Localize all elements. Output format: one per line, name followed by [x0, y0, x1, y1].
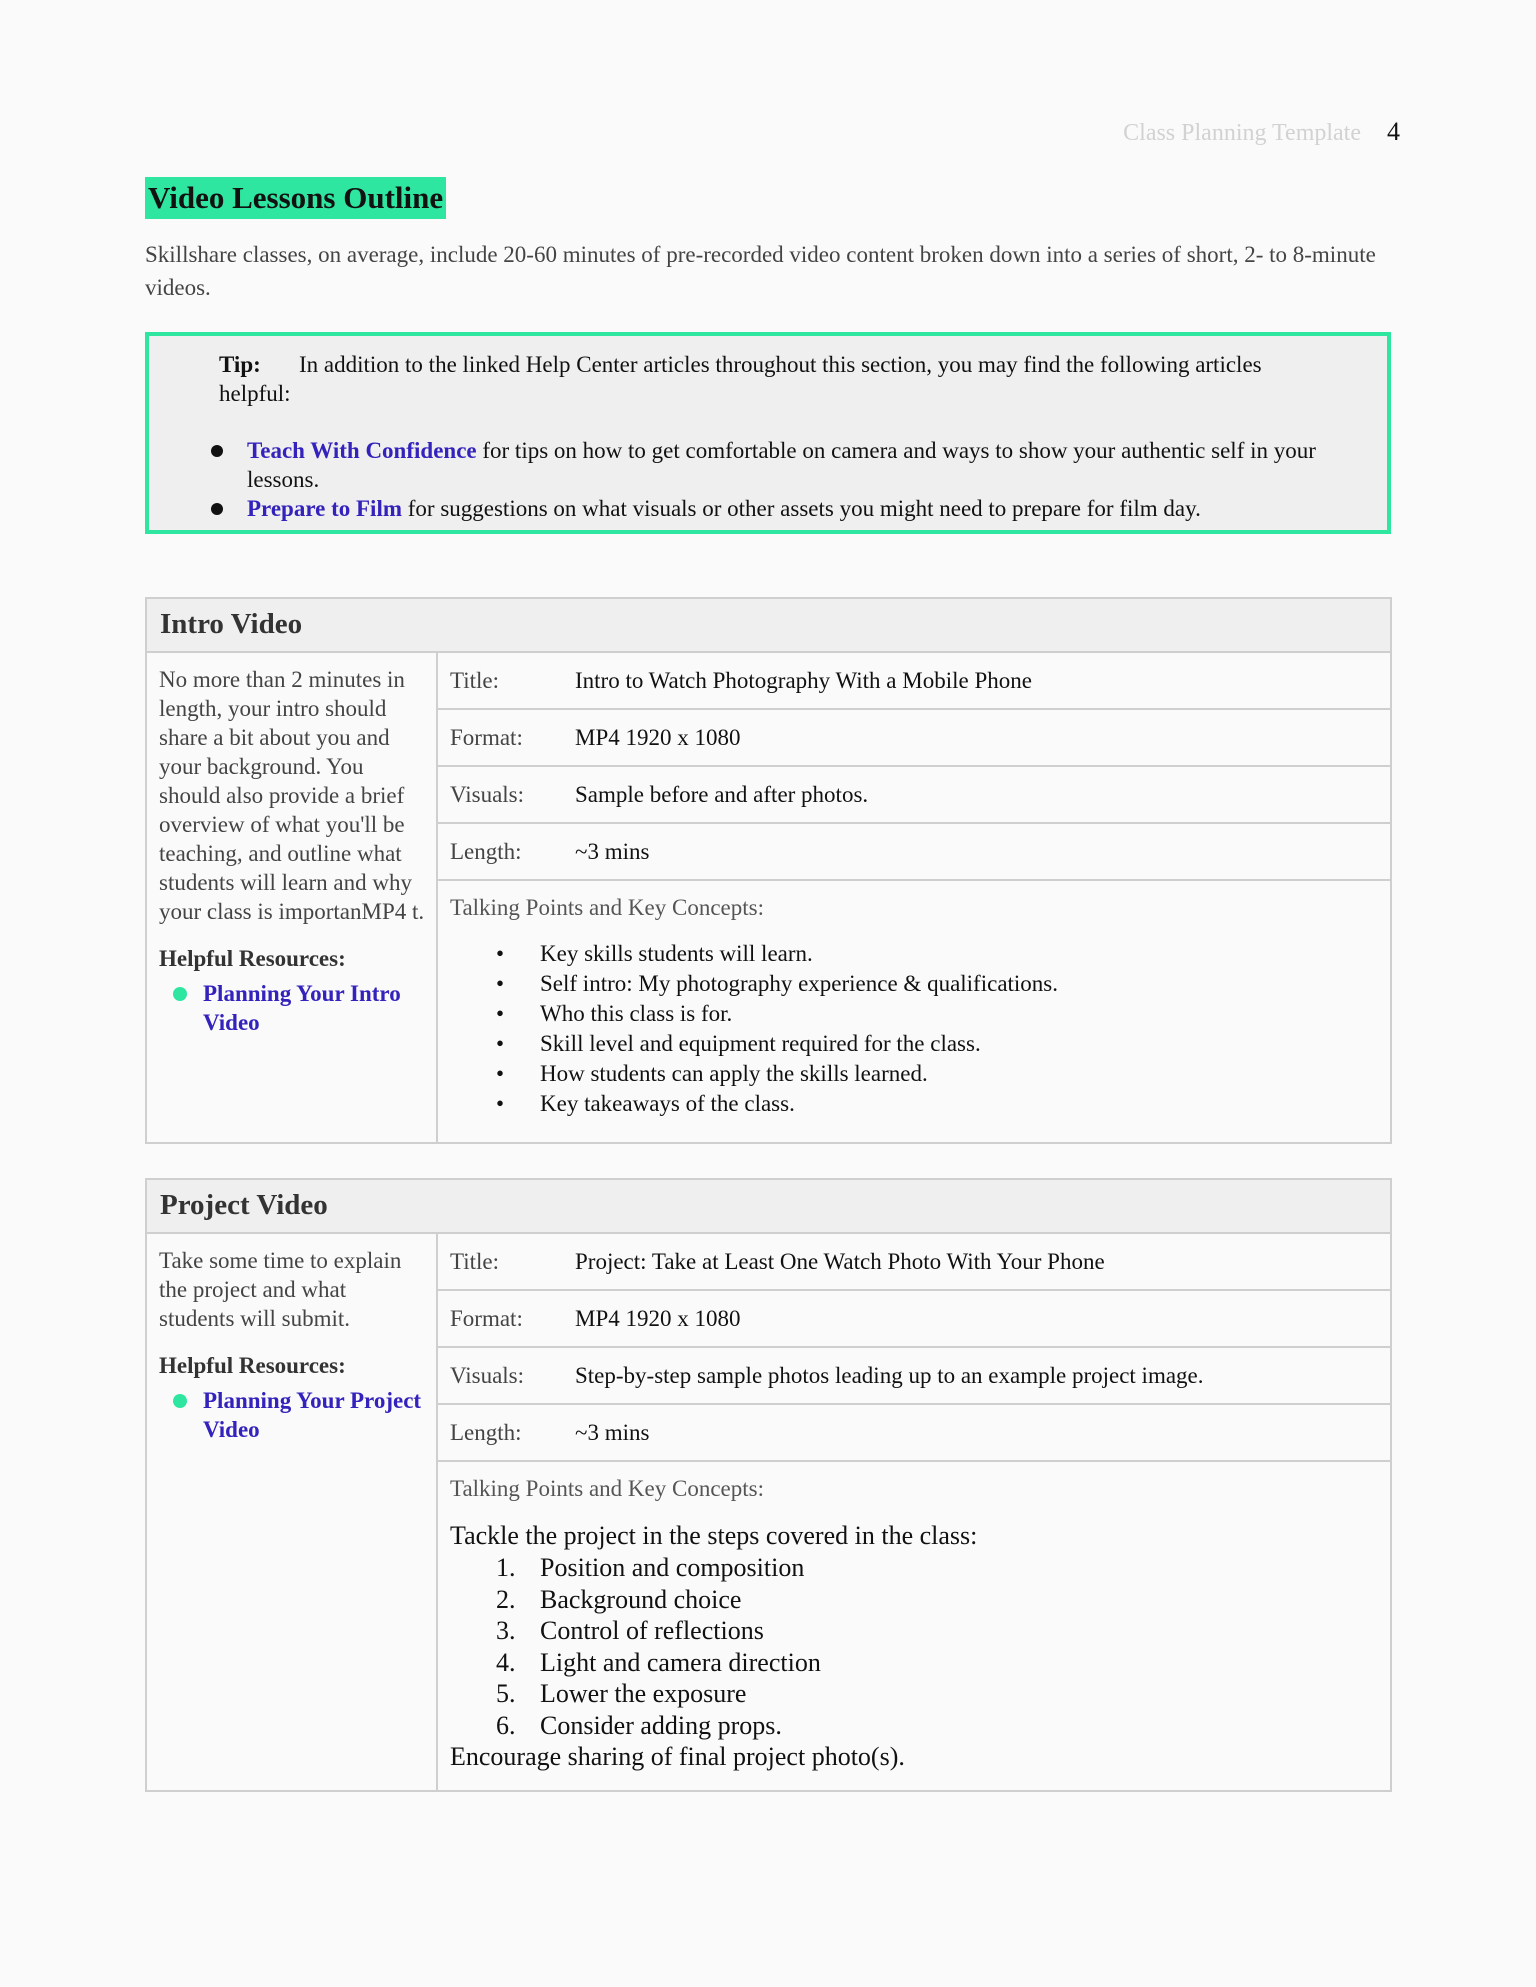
helpful-resources-title: Helpful Resources: [159, 1353, 346, 1378]
visuals-label: Visuals: [450, 1362, 525, 1388]
tip-item [211, 436, 1371, 494]
tip-box [145, 332, 1391, 534]
planning-project-video-link[interactable]: Planning Your Project Video [203, 1388, 422, 1442]
step-text: Background choice [540, 1584, 742, 1614]
format-label: Format: [450, 1305, 523, 1331]
title-value: Project: Take at Least One Watch Photo With Your Phone [575, 1248, 1105, 1274]
step-number: 5. [496, 1679, 516, 1708]
list-item [450, 1584, 1378, 1616]
format-value: MP4 1920 x 1080 [575, 1305, 741, 1331]
intro-video-details [438, 653, 1390, 1142]
step-number: 1. [496, 1553, 516, 1582]
closing-line: Encourage sharing of final project photo(s). [450, 1742, 905, 1771]
step-text: Light and camera direction [540, 1647, 821, 1677]
list-item [450, 1710, 1378, 1742]
list-item: • How students can apply the skills learned. [450, 1059, 1378, 1089]
steps-lead: Tackle the project in the steps covered in the class: [450, 1521, 978, 1550]
project-video-details [438, 1234, 1390, 1790]
length-row [438, 1405, 1390, 1462]
list-item [450, 1647, 1378, 1679]
talking-points-label: Talking Points and Key Concepts: [450, 1476, 764, 1501]
title-row [438, 1234, 1390, 1291]
header-doc-title: Class Planning Template [1123, 120, 1361, 146]
list-item: • Key skills students will learn. [450, 939, 1378, 969]
project-video-description: Take some time to explain the project and what students will submit. [159, 1248, 402, 1331]
intro-video-table [145, 597, 1392, 1144]
tip-label: Tip: [219, 352, 261, 377]
visuals-value: Sample before and after photos. [575, 781, 869, 807]
list-item: • Key takeaways of the class. [450, 1089, 1378, 1119]
visuals-value: Step-by-step sample photos leading up to an example project image. [575, 1362, 1204, 1388]
visuals-row [438, 767, 1390, 824]
tip-body: In addition to the linked Help Center articles throughout this section, you may find the following articles helpful: [219, 352, 1262, 406]
page-header [1123, 117, 1400, 147]
title-value: Intro to Watch Photography With a Mobile Phone [575, 667, 1032, 693]
length-value: ~3 mins [575, 838, 650, 864]
tip-item-text: for suggestions on what visuals or other assets you might need to prepare for film day. [402, 496, 1201, 521]
tip-list [211, 436, 1371, 523]
title-row [438, 653, 1390, 710]
project-video-heading: Project Video [147, 1180, 1390, 1234]
section-title: Video Lessons Outline [145, 177, 446, 219]
project-video-sidebar [147, 1234, 438, 1790]
teach-with-confidence-link[interactable]: Teach With Confidence [247, 438, 477, 463]
bullet-icon [173, 987, 187, 1001]
length-label: Length: [450, 838, 522, 864]
prepare-to-film-link[interactable]: Prepare to Film [247, 496, 402, 521]
project-video-table [145, 1178, 1392, 1792]
format-value: MP4 1920 x 1080 [575, 724, 741, 750]
list-item [450, 1615, 1378, 1647]
title-label: Title: [450, 667, 500, 693]
resource-item [159, 1386, 426, 1444]
list-item: • Skill level and equipment required for the class. [450, 1029, 1378, 1059]
intro-paragraph: Skillshare classes, on average, include 20-60 minutes of pre-recorded video content broken down into a series of short, 2- to 8-minute videos. [145, 242, 1376, 300]
helpful-resources-title: Helpful Resources: [159, 946, 346, 971]
bullet-icon [211, 503, 223, 515]
intro-video-sidebar [147, 653, 438, 1142]
talking-points [438, 1462, 1390, 1783]
intro-video-description: No more than 2 minutes in length, your intro should share a bit about you and your background. You should also provide a brief overview of what you'll be teaching, and outline what students will learn and why your class is importanMP4 t. [159, 667, 425, 924]
bullet-icon [173, 1394, 187, 1408]
step-number: 2. [496, 1584, 516, 1614]
visuals-label: Visuals: [450, 781, 525, 807]
format-label: Format: [450, 724, 523, 750]
intro-video-heading: Intro Video [147, 599, 1390, 653]
step-number: 3. [496, 1616, 516, 1645]
step-text: Control of reflections [540, 1616, 764, 1645]
step-text: Position and composition [540, 1553, 805, 1582]
format-row [438, 710, 1390, 767]
step-text: Consider adding props. [540, 1710, 782, 1740]
length-row [438, 824, 1390, 881]
list-item: • Self intro: My photography experience & qualifications. [450, 969, 1378, 999]
list-item [450, 1678, 1378, 1710]
list-item [450, 1552, 1378, 1584]
talking-points-list [450, 939, 1378, 1119]
resource-item [159, 979, 426, 1037]
steps-list [450, 1552, 1378, 1741]
talking-points [438, 881, 1390, 1129]
step-number: 4. [496, 1647, 516, 1677]
tip-item [211, 494, 1371, 523]
page-number: 4 [1387, 117, 1400, 146]
tip-text [219, 350, 1329, 408]
step-number: 6. [496, 1710, 516, 1740]
tip-item-text: for tips on how to get comfortable on camera and ways to show your authentic self in your lessons. [247, 438, 1316, 492]
list-item: • Who this class is for. [450, 999, 1378, 1029]
planning-intro-video-link[interactable]: Planning Your Intro Video [203, 981, 401, 1035]
bullet-icon [211, 445, 223, 457]
visuals-row [438, 1348, 1390, 1405]
format-row [438, 1291, 1390, 1348]
talking-points-label: Talking Points and Key Concepts: [450, 895, 764, 920]
length-value: ~3 mins [575, 1419, 650, 1445]
length-label: Length: [450, 1419, 522, 1445]
step-text: Lower the exposure [540, 1679, 747, 1708]
title-label: Title: [450, 1248, 500, 1274]
